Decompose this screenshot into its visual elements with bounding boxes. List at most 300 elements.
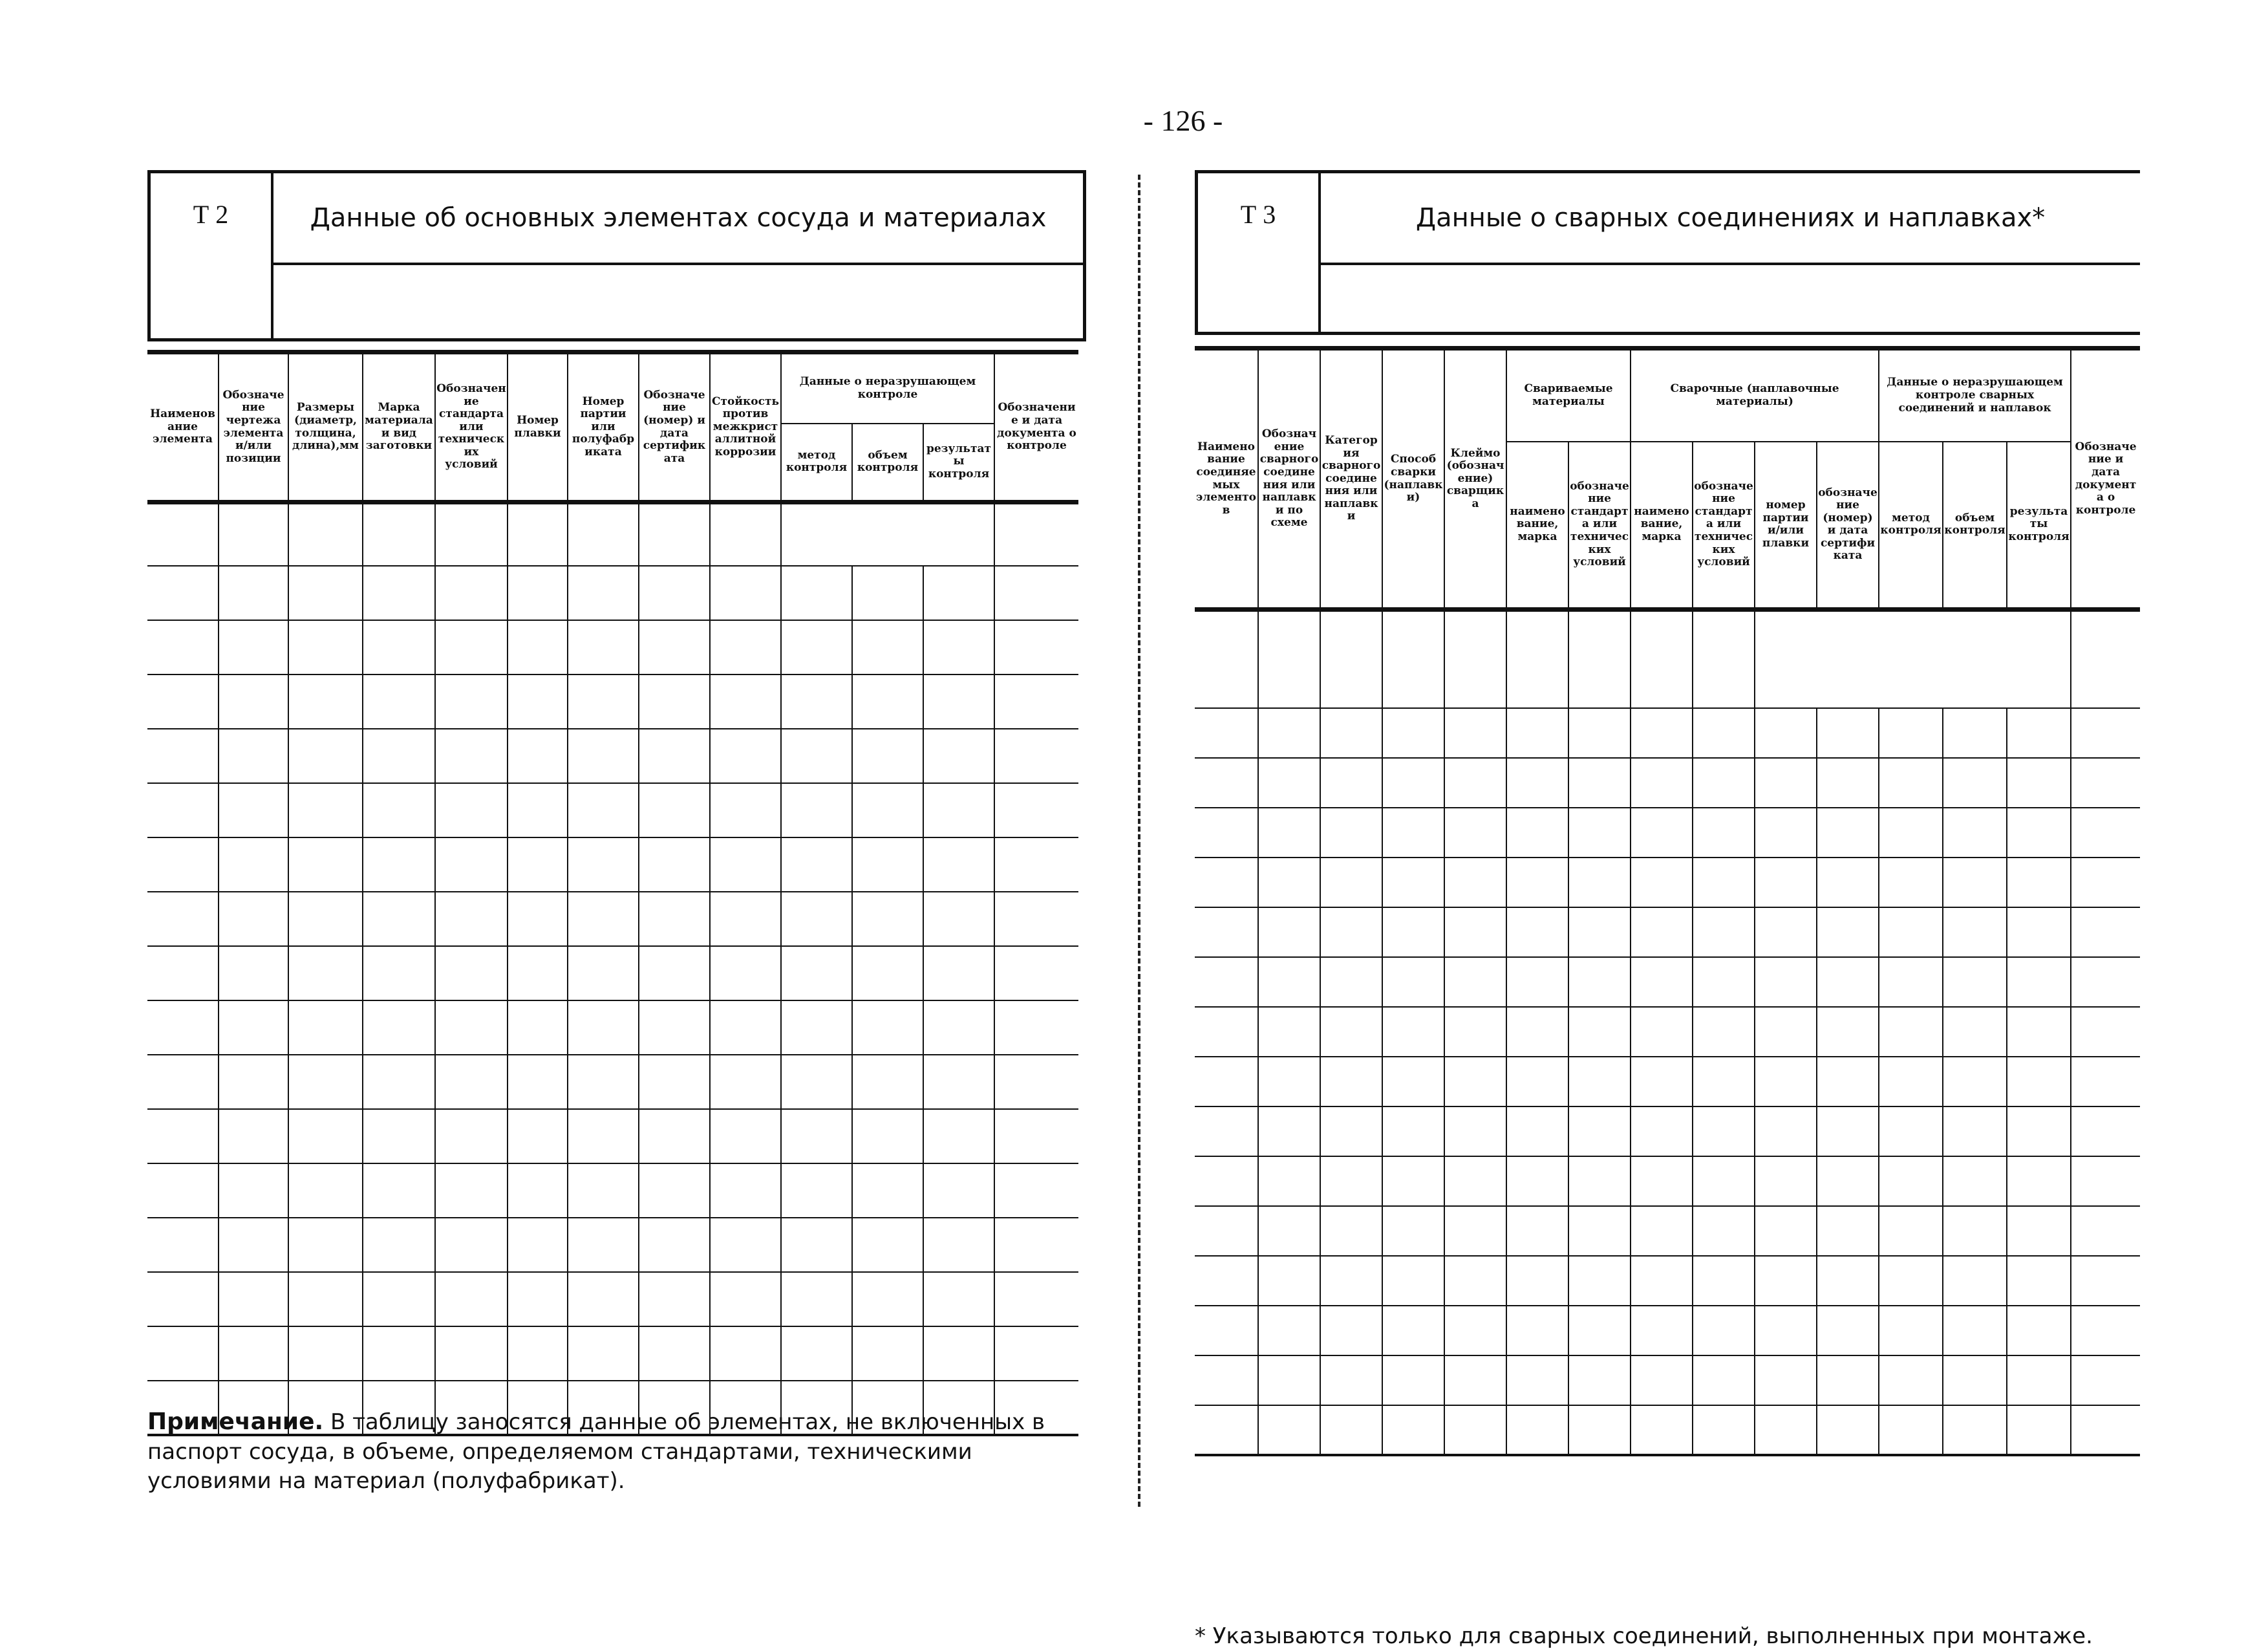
table-cell[interactable] (1879, 1106, 1943, 1156)
table-cell[interactable] (639, 892, 710, 946)
table-cell[interactable] (781, 783, 852, 837)
table-cell[interactable] (1693, 1405, 1755, 1455)
table-cell[interactable] (2007, 957, 2071, 1007)
table-cell[interactable] (2071, 808, 2140, 858)
table-cell[interactable] (994, 1272, 1078, 1326)
table-cell[interactable] (2007, 808, 2071, 858)
table-cell[interactable] (1444, 858, 1506, 907)
table-cell[interactable] (1943, 708, 2007, 758)
table-cell[interactable] (1320, 758, 1382, 808)
table-cell[interactable] (1755, 758, 1817, 808)
table-cell[interactable] (994, 837, 1078, 892)
table-cell[interactable] (994, 946, 1078, 1000)
table-cell[interactable] (2071, 1206, 2140, 1256)
table-cell[interactable] (923, 1163, 994, 1218)
table-cell[interactable] (2007, 1306, 2071, 1355)
table-cell[interactable] (1568, 758, 1631, 808)
table-cell[interactable] (2007, 1405, 2071, 1455)
table-cell[interactable] (508, 1218, 568, 1272)
table-cell[interactable] (852, 1163, 923, 1218)
table-cell[interactable] (2007, 758, 2071, 808)
table-cell[interactable] (568, 674, 639, 729)
table-cell[interactable] (219, 566, 288, 620)
table-cell[interactable] (568, 1272, 639, 1326)
table-cell[interactable] (1506, 1405, 1568, 1455)
table-cell[interactable] (1258, 1256, 1320, 1306)
table-cell[interactable] (2007, 1156, 2071, 1206)
table-cell[interactable] (1693, 1306, 1755, 1355)
table-cell[interactable] (994, 892, 1078, 946)
table-cell[interactable] (568, 1326, 639, 1381)
table-cell[interactable] (508, 1055, 568, 1109)
table-cell[interactable] (1693, 708, 1755, 758)
table-cell[interactable] (2071, 1256, 2140, 1306)
table-cell[interactable] (781, 502, 994, 566)
table-cell[interactable] (1693, 1156, 1755, 1206)
table-cell[interactable] (363, 674, 435, 729)
table-cell[interactable] (1879, 1156, 1943, 1206)
table-cell[interactable] (852, 946, 923, 1000)
table-cell[interactable] (923, 1326, 994, 1381)
table-cell[interactable] (1320, 1007, 1382, 1057)
table-cell[interactable] (147, 1109, 219, 1163)
table-cell[interactable] (1693, 758, 1755, 808)
table-cell[interactable] (288, 783, 363, 837)
table-cell[interactable] (288, 1326, 363, 1381)
table-cell[interactable] (1195, 1355, 1258, 1405)
table-cell[interactable] (508, 1326, 568, 1381)
table-cell[interactable] (781, 566, 852, 620)
table-cell[interactable] (1568, 1306, 1631, 1355)
table-cell[interactable] (781, 674, 852, 729)
table-cell[interactable] (1444, 610, 1506, 708)
table-cell[interactable] (147, 783, 219, 837)
table-cell[interactable] (1382, 907, 1444, 957)
table-cell[interactable] (568, 892, 639, 946)
table-cell[interactable] (1195, 1405, 1258, 1455)
table-cell[interactable] (1195, 758, 1258, 808)
table-cell[interactable] (923, 566, 994, 620)
table-cell[interactable] (781, 1218, 852, 1272)
table-cell[interactable] (639, 620, 710, 674)
table-cell[interactable] (1320, 957, 1382, 1007)
table-cell[interactable] (1444, 907, 1506, 957)
table-cell[interactable] (852, 1272, 923, 1326)
table-cell[interactable] (639, 729, 710, 783)
table-cell[interactable] (1693, 1106, 1755, 1156)
table-cell[interactable] (639, 837, 710, 892)
table-cell[interactable] (1817, 1306, 1879, 1355)
table-cell[interactable] (1693, 858, 1755, 907)
table-cell[interactable] (1879, 858, 1943, 907)
table-cell[interactable] (1568, 957, 1631, 1007)
table-cell[interactable] (508, 729, 568, 783)
table-cell[interactable] (568, 502, 639, 566)
table-cell[interactable] (994, 620, 1078, 674)
table-cell[interactable] (1506, 1156, 1568, 1206)
table-cell[interactable] (1943, 1007, 2007, 1057)
table-cell[interactable] (1195, 1007, 1258, 1057)
table-cell[interactable] (1568, 1007, 1631, 1057)
table-cell[interactable] (1444, 708, 1506, 758)
table-cell[interactable] (639, 946, 710, 1000)
table-cell[interactable] (1568, 1355, 1631, 1405)
table-cell[interactable] (1631, 957, 1693, 1007)
table-cell[interactable] (1755, 1057, 1817, 1106)
table-cell[interactable] (1506, 758, 1568, 808)
table-cell[interactable] (639, 783, 710, 837)
table-cell[interactable] (1195, 808, 1258, 858)
table-cell[interactable] (288, 1055, 363, 1109)
table-cell[interactable] (1258, 907, 1320, 957)
table-cell[interactable] (1879, 758, 1943, 808)
table-cell[interactable] (2071, 1306, 2140, 1355)
table-cell[interactable] (710, 892, 781, 946)
table-cell[interactable] (1382, 858, 1444, 907)
table-cell[interactable] (1943, 957, 2007, 1007)
table-cell[interactable] (147, 1218, 219, 1272)
table-cell[interactable] (710, 1163, 781, 1218)
table-cell[interactable] (1879, 1007, 1943, 1057)
table-cell[interactable] (1444, 1156, 1506, 1206)
table-cell[interactable] (710, 1326, 781, 1381)
table-cell[interactable] (923, 1055, 994, 1109)
table-cell[interactable] (1320, 1106, 1382, 1156)
table-cell[interactable] (568, 1000, 639, 1055)
table-cell[interactable] (1506, 1256, 1568, 1306)
table-cell[interactable] (147, 620, 219, 674)
table-cell[interactable] (219, 1000, 288, 1055)
table-cell[interactable] (1320, 858, 1382, 907)
table-cell[interactable] (994, 1055, 1078, 1109)
table-cell[interactable] (147, 502, 219, 566)
table-cell[interactable] (1258, 1106, 1320, 1156)
table-cell[interactable] (1879, 808, 1943, 858)
table-cell[interactable] (219, 783, 288, 837)
table-cell[interactable] (1879, 957, 1943, 1007)
table-cell[interactable] (1631, 1206, 1693, 1256)
table-cell[interactable] (2071, 1355, 2140, 1405)
table-cell[interactable] (568, 1055, 639, 1109)
table-cell[interactable] (1693, 1256, 1755, 1306)
table-cell[interactable] (435, 729, 508, 783)
table-cell[interactable] (288, 1109, 363, 1163)
table-cell[interactable] (1817, 1057, 1879, 1106)
table-cell[interactable] (852, 620, 923, 674)
table-cell[interactable] (1382, 1057, 1444, 1106)
table-cell[interactable] (781, 1055, 852, 1109)
table-cell[interactable] (1755, 708, 1817, 758)
table-cell[interactable] (363, 1326, 435, 1381)
table-cell[interactable] (1258, 957, 1320, 1007)
table-cell[interactable] (923, 837, 994, 892)
table-cell[interactable] (1755, 808, 1817, 858)
table-cell[interactable] (781, 729, 852, 783)
table-cell[interactable] (1320, 1355, 1382, 1405)
table-cell[interactable] (1755, 1256, 1817, 1306)
table-cell[interactable] (1568, 1206, 1631, 1256)
table-cell[interactable] (1879, 1206, 1943, 1256)
table-cell[interactable] (1506, 1306, 1568, 1355)
table-cell[interactable] (1320, 1405, 1382, 1455)
table-cell[interactable] (1506, 858, 1568, 907)
table-cell[interactable] (781, 1109, 852, 1163)
table-cell[interactable] (435, 837, 508, 892)
table-cell[interactable] (639, 1326, 710, 1381)
table-cell[interactable] (435, 502, 508, 566)
table-cell[interactable] (1382, 1007, 1444, 1057)
table-cell[interactable] (994, 502, 1078, 566)
table-cell[interactable] (147, 1000, 219, 1055)
table-cell[interactable] (852, 566, 923, 620)
table-cell[interactable] (1817, 1256, 1879, 1306)
table-cell[interactable] (1506, 808, 1568, 858)
table-cell[interactable] (508, 1000, 568, 1055)
table-cell[interactable] (1568, 610, 1631, 708)
table-cell[interactable] (568, 946, 639, 1000)
table-cell[interactable] (1506, 610, 1568, 708)
table-cell[interactable] (1568, 708, 1631, 758)
table-cell[interactable] (147, 1272, 219, 1326)
table-cell[interactable] (2007, 1355, 2071, 1405)
table-cell[interactable] (1879, 1405, 1943, 1455)
table-cell[interactable] (2007, 907, 2071, 957)
table-cell[interactable] (363, 1109, 435, 1163)
table-cell[interactable] (508, 566, 568, 620)
table-cell[interactable] (435, 783, 508, 837)
table-cell[interactable] (1943, 1156, 2007, 1206)
table-cell[interactable] (1320, 610, 1382, 708)
table-cell[interactable] (2007, 858, 2071, 907)
table-cell[interactable] (1755, 610, 2071, 708)
table-cell[interactable] (147, 674, 219, 729)
table-cell[interactable] (1755, 1007, 1817, 1057)
table-cell[interactable] (1631, 1405, 1693, 1455)
table-cell[interactable] (508, 892, 568, 946)
table-cell[interactable] (1444, 957, 1506, 1007)
table-cell[interactable] (1943, 1057, 2007, 1106)
table-cell[interactable] (363, 1055, 435, 1109)
table-cell[interactable] (1506, 907, 1568, 957)
table-cell[interactable] (1506, 957, 1568, 1007)
table-cell[interactable] (1631, 1256, 1693, 1306)
table-cell[interactable] (1444, 758, 1506, 808)
table-cell[interactable] (288, 620, 363, 674)
table-cell[interactable] (2071, 1405, 2140, 1455)
table-cell[interactable] (1444, 1405, 1506, 1455)
table-cell[interactable] (923, 729, 994, 783)
table-cell[interactable] (435, 1326, 508, 1381)
table-cell[interactable] (568, 1109, 639, 1163)
table-cell[interactable] (288, 1163, 363, 1218)
table-cell[interactable] (781, 620, 852, 674)
table-cell[interactable] (288, 729, 363, 783)
table-cell[interactable] (1258, 610, 1320, 708)
table-cell[interactable] (568, 566, 639, 620)
table-cell[interactable] (288, 892, 363, 946)
table-cell[interactable] (710, 674, 781, 729)
table-cell[interactable] (435, 1218, 508, 1272)
table-cell[interactable] (1195, 708, 1258, 758)
table-cell[interactable] (2071, 907, 2140, 957)
table-cell[interactable] (435, 946, 508, 1000)
table-cell[interactable] (1943, 1256, 2007, 1306)
table-cell[interactable] (1506, 708, 1568, 758)
table-cell[interactable] (994, 1109, 1078, 1163)
table-cell[interactable] (1444, 1106, 1506, 1156)
table-cell[interactable] (1320, 1156, 1382, 1206)
table-cell[interactable] (1879, 708, 1943, 758)
table-cell[interactable] (1320, 907, 1382, 957)
table-cell[interactable] (1943, 808, 2007, 858)
table-cell[interactable] (1693, 1355, 1755, 1405)
table-cell[interactable] (288, 837, 363, 892)
table-cell[interactable] (508, 620, 568, 674)
table-cell[interactable] (1195, 1057, 1258, 1106)
table-cell[interactable] (435, 1163, 508, 1218)
table-cell[interactable] (568, 783, 639, 837)
table-cell[interactable] (1943, 1106, 2007, 1156)
table-cell[interactable] (363, 946, 435, 1000)
table-cell[interactable] (1195, 610, 1258, 708)
table-cell[interactable] (288, 1000, 363, 1055)
table-cell[interactable] (363, 1163, 435, 1218)
table-cell[interactable] (147, 729, 219, 783)
table-cell[interactable] (363, 566, 435, 620)
table-cell[interactable] (219, 620, 288, 674)
table-cell[interactable] (147, 1163, 219, 1218)
table-cell[interactable] (1258, 1355, 1320, 1405)
table-cell[interactable] (1382, 610, 1444, 708)
table-cell[interactable] (219, 1218, 288, 1272)
table-cell[interactable] (1755, 1306, 1817, 1355)
table-cell[interactable] (1693, 1206, 1755, 1256)
table-cell[interactable] (1879, 1306, 1943, 1355)
table-cell[interactable] (2007, 708, 2071, 758)
table-cell[interactable] (219, 502, 288, 566)
table-cell[interactable] (852, 1218, 923, 1272)
table-cell[interactable] (147, 892, 219, 946)
table-cell[interactable] (288, 566, 363, 620)
table-cell[interactable] (288, 1218, 363, 1272)
table-cell[interactable] (2071, 858, 2140, 907)
table-cell[interactable] (1506, 1355, 1568, 1405)
table-cell[interactable] (1382, 808, 1444, 858)
table-cell[interactable] (1817, 758, 1879, 808)
table-cell[interactable] (1631, 1106, 1693, 1156)
table-cell[interactable] (852, 783, 923, 837)
table-cell[interactable] (363, 892, 435, 946)
table-cell[interactable] (435, 1000, 508, 1055)
table-cell[interactable] (1258, 808, 1320, 858)
table-cell[interactable] (147, 1055, 219, 1109)
table-cell[interactable] (1258, 1206, 1320, 1256)
table-cell[interactable] (1693, 808, 1755, 858)
table-cell[interactable] (2071, 1156, 2140, 1206)
table-cell[interactable] (710, 1218, 781, 1272)
table-cell[interactable] (994, 566, 1078, 620)
table-cell[interactable] (1817, 1156, 1879, 1206)
table-cell[interactable] (1755, 1106, 1817, 1156)
table-cell[interactable] (435, 1109, 508, 1163)
table-cell[interactable] (435, 620, 508, 674)
table-cell[interactable] (710, 620, 781, 674)
table-cell[interactable] (363, 620, 435, 674)
table-cell[interactable] (1943, 1206, 2007, 1256)
table-cell[interactable] (639, 502, 710, 566)
table-cell[interactable] (994, 1326, 1078, 1381)
table-cell[interactable] (1258, 1057, 1320, 1106)
table-cell[interactable] (1755, 1355, 1817, 1405)
table-cell[interactable] (1568, 907, 1631, 957)
table-cell[interactable] (288, 502, 363, 566)
table-cell[interactable] (2007, 1057, 2071, 1106)
table-cell[interactable] (1943, 758, 2007, 808)
table-cell[interactable] (852, 729, 923, 783)
table-cell[interactable] (435, 566, 508, 620)
table-cell[interactable] (1506, 1106, 1568, 1156)
table-cell[interactable] (781, 1272, 852, 1326)
table-cell[interactable] (781, 1000, 852, 1055)
table-cell[interactable] (147, 837, 219, 892)
table-cell[interactable] (1382, 1405, 1444, 1455)
table-cell[interactable] (1568, 1057, 1631, 1106)
table-cell[interactable] (639, 1218, 710, 1272)
table-cell[interactable] (1382, 1156, 1444, 1206)
table-cell[interactable] (568, 620, 639, 674)
table-cell[interactable] (508, 502, 568, 566)
table-cell[interactable] (852, 1109, 923, 1163)
table-cell[interactable] (1755, 957, 1817, 1007)
table-cell[interactable] (568, 1163, 639, 1218)
table-cell[interactable] (852, 674, 923, 729)
table-cell[interactable] (508, 1163, 568, 1218)
table-cell[interactable] (1195, 1156, 1258, 1206)
table-cell[interactable] (1568, 1256, 1631, 1306)
table-cell[interactable] (219, 674, 288, 729)
table-cell[interactable] (781, 837, 852, 892)
table-cell[interactable] (219, 729, 288, 783)
table-cell[interactable] (1755, 1405, 1817, 1455)
table-cell[interactable] (1879, 907, 1943, 957)
table-cell[interactable] (1755, 1156, 1817, 1206)
table-cell[interactable] (923, 783, 994, 837)
table-cell[interactable] (1879, 1355, 1943, 1405)
table-cell[interactable] (2071, 610, 2140, 708)
table-cell[interactable] (1943, 1355, 2007, 1405)
table-cell[interactable] (1444, 1306, 1506, 1355)
table-cell[interactable] (639, 674, 710, 729)
table-cell[interactable] (1817, 1405, 1879, 1455)
table-cell[interactable] (1444, 1057, 1506, 1106)
table-cell[interactable] (1258, 758, 1320, 808)
table-cell[interactable] (435, 674, 508, 729)
table-cell[interactable] (568, 837, 639, 892)
table-cell[interactable] (1382, 1106, 1444, 1156)
table-cell[interactable] (781, 1163, 852, 1218)
table-cell[interactable] (288, 946, 363, 1000)
table-cell[interactable] (363, 837, 435, 892)
table-cell[interactable] (2007, 1106, 2071, 1156)
table-cell[interactable] (508, 783, 568, 837)
table-cell[interactable] (1320, 708, 1382, 758)
table-cell[interactable] (1444, 1007, 1506, 1057)
table-cell[interactable] (1195, 957, 1258, 1007)
table-cell[interactable] (710, 1109, 781, 1163)
table-cell[interactable] (994, 783, 1078, 837)
table-cell[interactable] (219, 946, 288, 1000)
table-cell[interactable] (710, 502, 781, 566)
